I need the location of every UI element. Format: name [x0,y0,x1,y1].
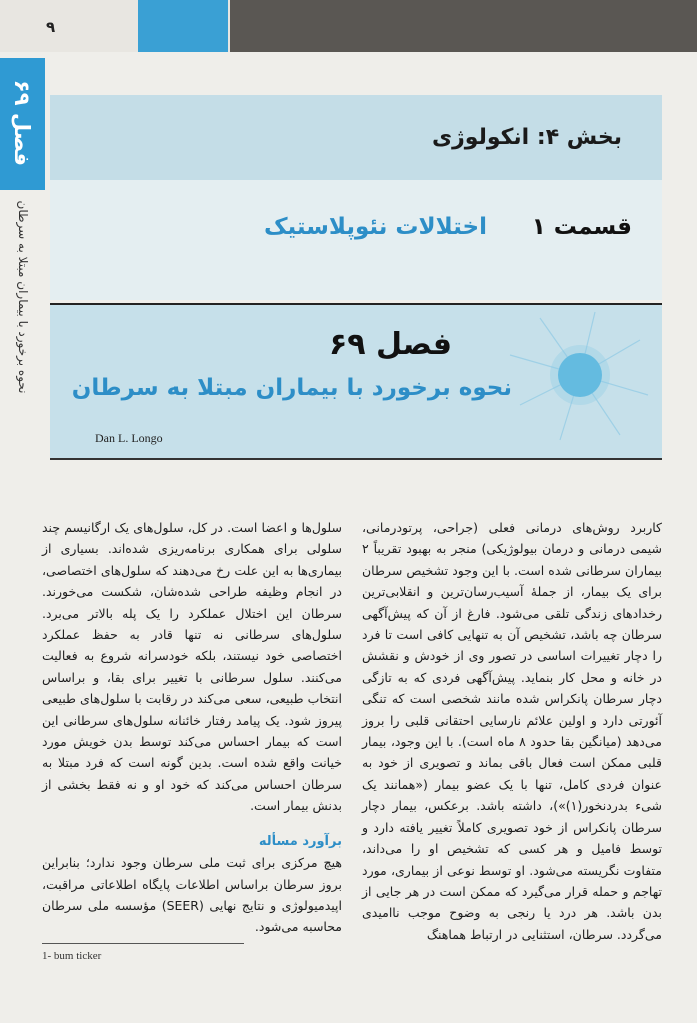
footnote: 1- bum ticker [42,950,102,962]
side-tab-label: فصل ۶۹ [10,79,34,167]
top-dark-block [230,0,697,52]
body-column-left [42,517,342,938]
chapter-rule-bottom [50,458,662,460]
cell-burst-graphic [500,310,650,445]
footnote-rule [42,943,244,944]
body-column-right [362,517,662,945]
running-title: نحوه برخورد با بیماران مبتلا به سرطان [16,200,30,394]
top-blue-block [138,0,228,52]
section-band [50,95,662,180]
page-number: ۹ [46,18,56,36]
chapter-title: نحوه برخورد با بیماران مبتلا به سرطان [71,375,512,401]
section-title: بخش ۴: انکولوژی [431,125,622,150]
chapter-author: Dan L. Longo [95,431,163,445]
part-title: اختلالات نئوپلاستیک [263,214,487,240]
subheading: برآورد مسأله [258,833,342,849]
chapter-label: فصل ۶۹ [328,327,452,362]
body-paragraph: هیچ مرکزی برای ثبت ملی سرطان وجود ندارد؛ بنابراین بروز سرطان براساس اطلاعات پایگاه اطلاعاتی مراقبت، اپیدمیولوژی و نتایج نهایی (SEER) مؤسسه ملی سرطان محاسبه می‌شود. [42,855,342,935]
body-paragraph: سلول‌ها و اعضا است. در کل، سلول‌های یک ارگانیسم چند سلولی برای همکاری برنامه‌ریزی شده‌اند. بسیاری از بیماری‌ها به این علت رخ می‌دهند که سلول‌های اختصاصی، در انجام وظیفه طراحی شده‌شان، شکست می‌خورند. سرطان این اختلال عملکرد را یک پله بالاتر می‌برد. سلول‌های سرطانی نه تنها قادر به حفظ عملکرد اختصاصی خود نیستند، بلکه خودسرانه شروع به فعالیت می‌کنند. سلول سرطانی با تغییر برای بقا، و براساس انتخاب طبیعی، سعی می‌کند در رقابت با سلول‌های طبیعی پیروز شود. یک پیامد رفتار خائنانه سلول‌های سرطانی این است که بیمار احساس می‌کند توسط بدن خویش مورد خیانت واقع شده است. بدین گونه است که فرد مبتلا به سرطان احساس می‌کند که خود او و نه فقط بخشی از بدنش بیمار است. [42,520,342,814]
part-row [50,180,662,300]
body-paragraph: کاربرد روش‌های درمانی فعلی (جراحی، پرتودرمانی، شیمی درمانی و درمان بیولوژیکی) منجر به بهبود تقریباً ۲ بیماران سرطانی شده است. با این وجود تشخیص سرطان برای یک بیمار، از جملهٔ آسیب‌رسان‌ترین و انقلابی‌ترین رخدادهای زندگی تلقی می‌شود. فارغ از آن که پیش‌آگهی سرطان چه باشد، تشخیص آن به تنهایی کافی است تا فرد را دچار تغییرات اساسی در تصور وی از خودش و نقشش در خانه و محل کار بنماید. پیش‌آگهی فردی که به تازگی دچار سرطان پانکراس شده مانند شخصی است که تنگی آئورتی دارد و اولین علائم نارسایی احتقانی قلبی را بروز می‌دهد (میانگین بقا حدود ۸ ماه است). با این وجود، بیمار قلبی ممکن است فعال باقی بماند و تصویری از خود به عنوان فردی کامل، تنها با یک عضو بیمار («همانند یک شیء بدردنخور(۱)»)، داشته باشد. برعکس، بیمار دچار سرطان پانکراس از خود تصویری کاملاً تغییر یافته دارد و توسط فامیل و هر کسی که تشخیص او را می‌داند، متفاوت نگریسته می‌شود. او توسط نوعی از بیماری، مورد تهاجم و حمله قرار می‌گیرد که ممکن است در هر جایی از بدن باشد. هر درد یا رنجی به وضوح موجب ناامیدی می‌گردد. سرطان، استثنایی در ارتباط هماهنگ [362,520,662,942]
part-label: قسمت ۱ [531,214,632,240]
